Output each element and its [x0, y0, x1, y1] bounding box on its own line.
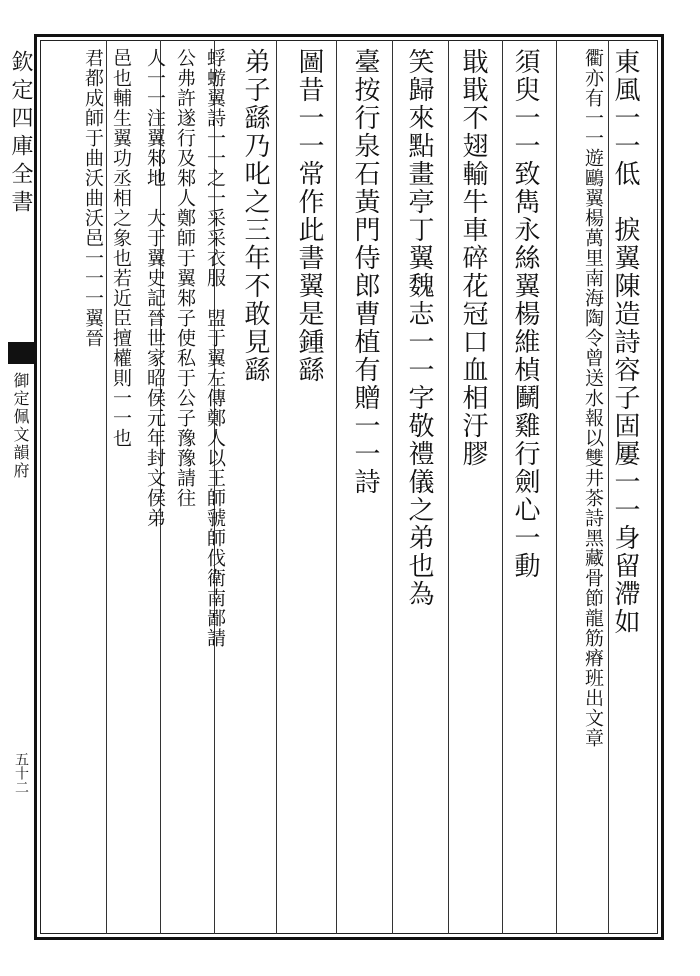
- text-column: 須臾一一致雋永絲翼楊維楨鬭雞行劍心一動: [510, 48, 540, 580]
- text-column: 圖昔一一常作此書翼是鍾繇: [294, 48, 324, 384]
- text-column: 弟子繇乃叱之三年不敢見繇: [240, 48, 270, 384]
- text-column: 公弗許遂行及邾人鄭師于翼邾子使私于公子豫豫請往: [174, 48, 196, 508]
- text-column: 蜉蝣翼詩一一之一采采衣服 盟于翼左傳鄭人以王師虢師伐衛南鄙請: [204, 48, 226, 648]
- text-column: 臺按行泉石黃門侍郎曹植有贈一一詩: [350, 48, 380, 496]
- fishtail-mark-icon: [8, 342, 34, 364]
- text-column: 東風一一低 捩翼陳造詩容子固屢一一身留滯如: [610, 48, 640, 636]
- page-margin: [6, 42, 34, 936]
- vertical-text-body: [50, 48, 650, 928]
- margin-volume-title: 御定佩文韻府: [11, 372, 30, 480]
- text-column: 戢戢不翅輸牛車碎花冠口血相汙膠: [458, 48, 488, 468]
- text-column: 邑也輔生翼功丞相之象也若近臣擅權則一一也: [110, 48, 132, 448]
- text-column: 人一一注翼邾地 大于翼史記晉世家昭侯元年封文侯弟: [144, 48, 166, 528]
- margin-book-title: 欽定四庫全書: [8, 50, 33, 218]
- margin-page-number: 五十二: [13, 752, 29, 794]
- text-column: 君都成師于曲沃曲沃邑一一一翼晉: [82, 48, 104, 348]
- text-column: 笑歸來點畫亭丁翼魏志一一字敬禮儀之弟也為: [404, 48, 434, 608]
- text-column: 衢亦有一一遊鷗翼楊萬里南海陶令曾送水報以雙井茶詩黑藏骨節龍筋瘠班出文章: [582, 48, 604, 748]
